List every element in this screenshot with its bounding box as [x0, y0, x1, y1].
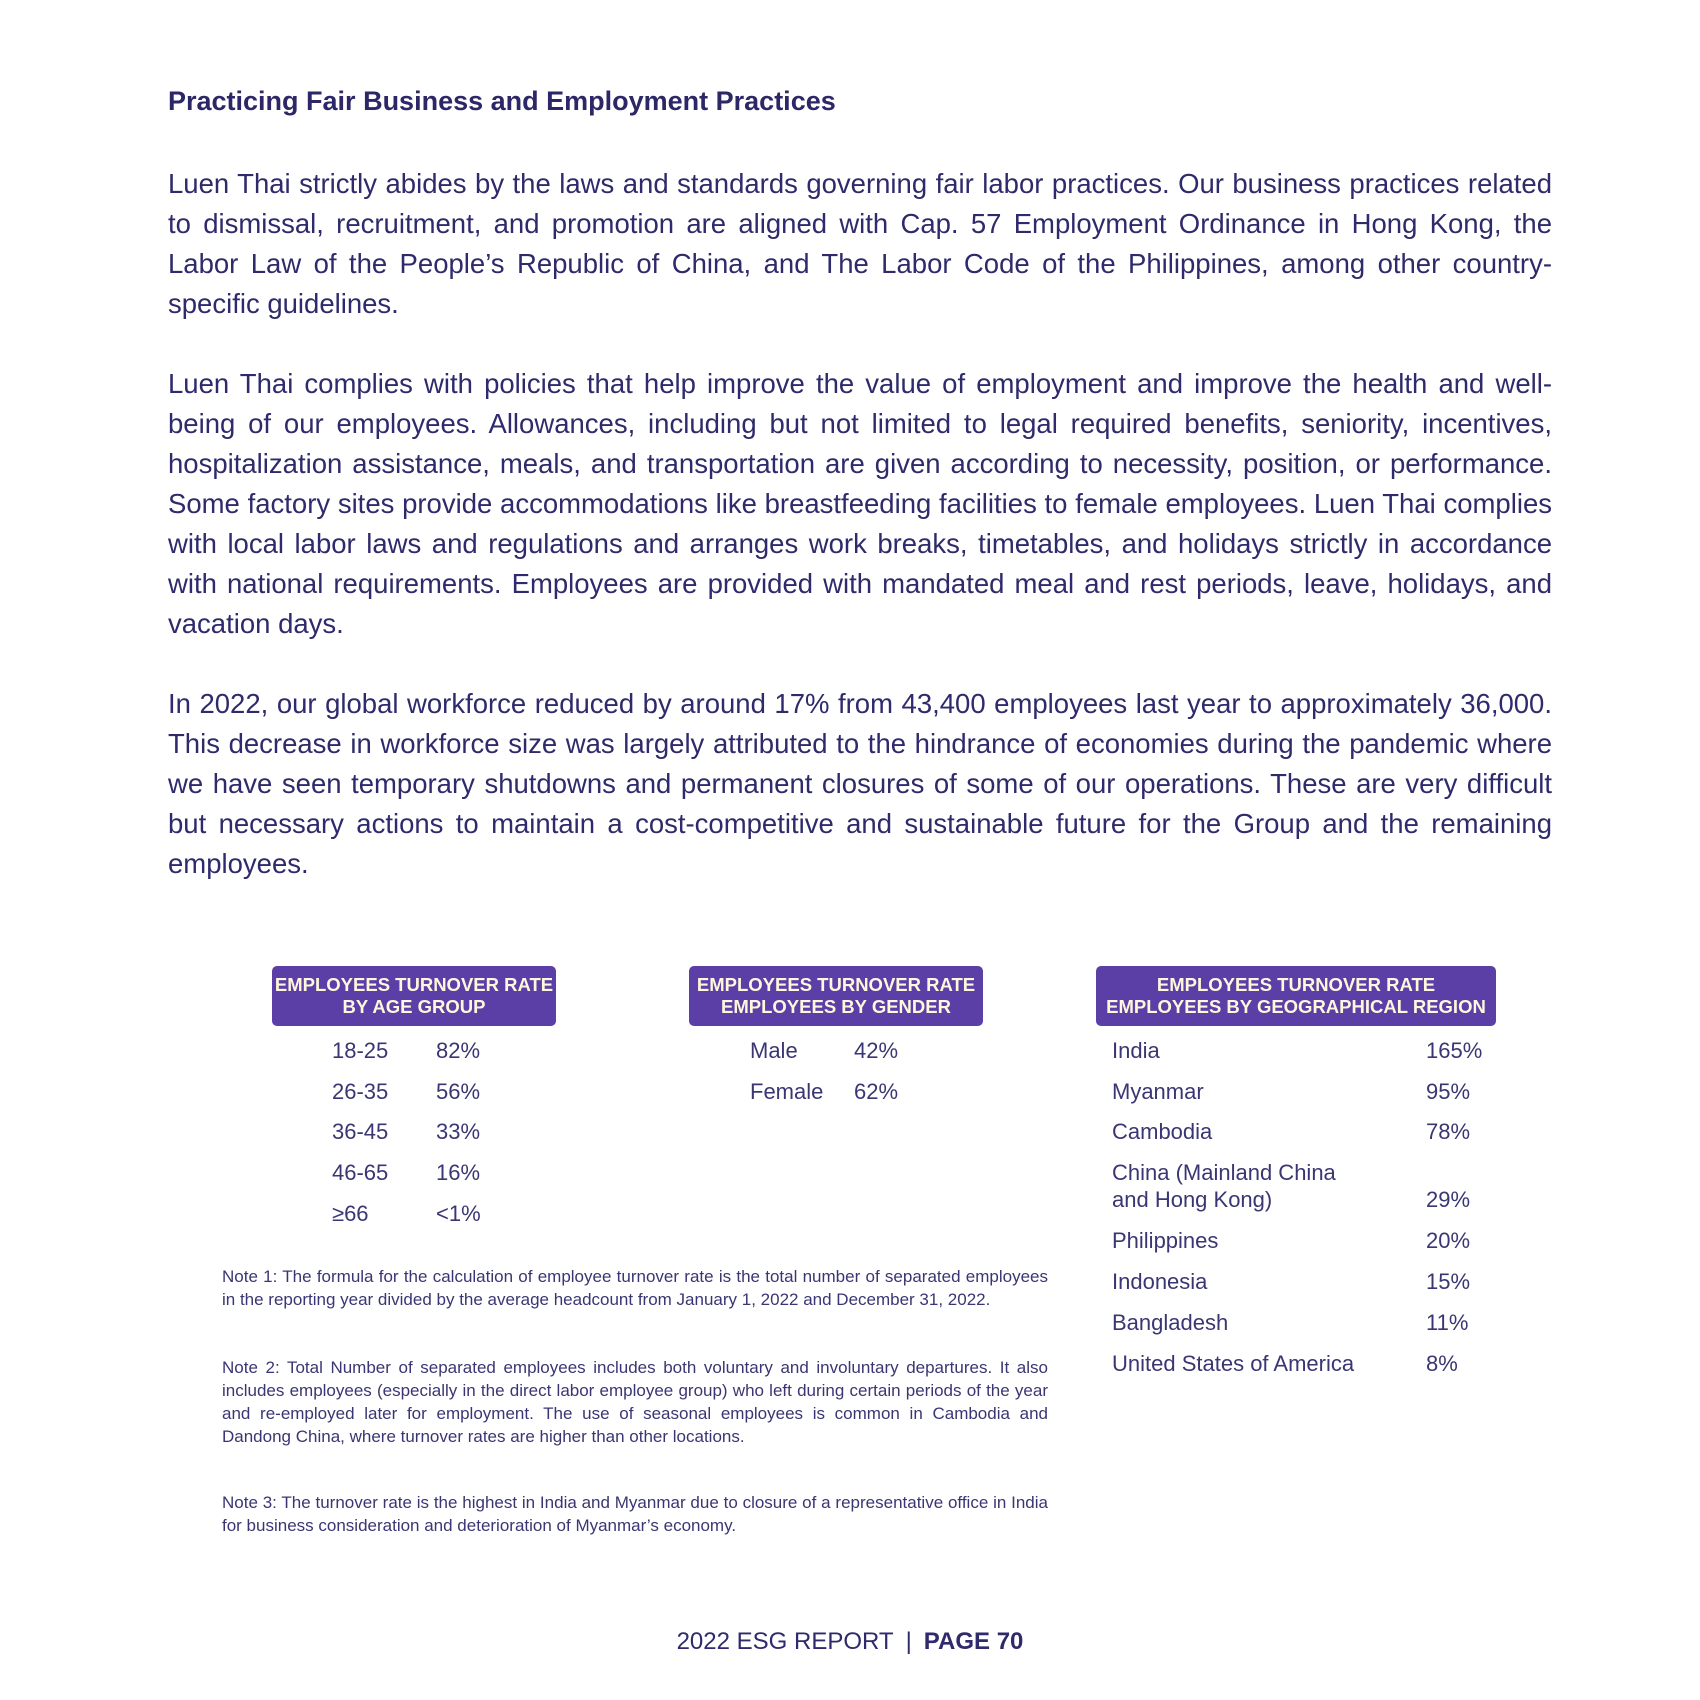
age-table-title: EMPLOYEES TURNOVER RATE BY AGE GROUP — [272, 966, 556, 1026]
region-table-title: EMPLOYEES TURNOVER RATE EMPLOYEES BY GEOGRAPHICAL REGION — [1096, 966, 1496, 1026]
region-row-value: 95% — [1426, 1079, 1471, 1104]
note-2: Note 2: Total Number of separated employees includes both voluntary and involuntary departures. It also includes employees (especially in the direct labor employee group) who left during certain periods of the year and re-employed later for employment. The use of seasonal employees is common in Cambodia and Dandong China, where turnover rates are higher than other locations. — [222, 1358, 1048, 1446]
region-row-value: 8% — [1426, 1351, 1458, 1376]
footer-separator: | — [905, 1628, 912, 1655]
region-row-label: Cambodia — [1112, 1119, 1213, 1144]
region-row-label: Philippines — [1112, 1228, 1219, 1253]
paragraph-fair-labor: Luen Thai strictly abides by the laws and standards governing fair labor practices. Our business practices related to dismissal, recruitment, and promotion are aligned with Cap. 57 Employment Ordinance in Hong Kong, the Labor Law of the People’s Republic of China, and The Labor Code of the Philippines, among other country-specific guidelines. — [168, 168, 1552, 319]
age-row-label: 26-35 — [332, 1079, 389, 1104]
region-row-value: 78% — [1426, 1119, 1471, 1144]
region-row-value: 20% — [1426, 1228, 1471, 1253]
gender-row-label: Female — [750, 1079, 824, 1104]
region-row-label: Bangladesh — [1112, 1310, 1229, 1335]
region-row-label: India — [1112, 1038, 1160, 1063]
note-1: Note 1: The formula for the calculation of employee turnover rate is the total number of separated employees in the reporting year divided by the average headcount from January 1, 2022 and December 31, 2022. — [222, 1267, 1048, 1309]
paragraph-employee-wellbeing: Luen Thai complies with policies that help improve the value of employment and improve the health and well-being of our employees. Allowances, including but not limited to legal required benefits, seniority, incentives, hospitalization assistance, meals, and transportation are given according to necessity, position, or performance. Some factory sites provide accommodations like breastfeeding facilities to female employees. Luen Thai complies with local labor laws and regulations and arranges work breaks, timetables, and holidays strictly in accordance with national requirements. Employees are provided with mandated meal and rest periods, leave, holidays, and vacation days. — [168, 368, 1552, 639]
age-row-label: ≥66 — [332, 1201, 369, 1226]
report-title: 2022 ESG REPORT — [676, 1628, 894, 1655]
age-row-value: 16% — [436, 1160, 481, 1185]
region-row-value: 11% — [1426, 1310, 1469, 1335]
age-row-label: 18-25 — [332, 1038, 389, 1063]
paragraph-workforce-reduction: In 2022, our global workforce reduced by around 17% from 43,400 employees last year to approximately 36,000. This decrease in workforce size was largely attributed to the hindrance of economies during the pandemic where we have seen temporary shutdowns and permanent closures of some of our operations. These are very difficult but necessary actions to maintain a cost-competitive and sustainable future for the Group and the remaining employees. — [168, 688, 1552, 879]
region-row-label-cont: and Hong Kong) — [1112, 1187, 1273, 1212]
region-row-label: United States of America — [1112, 1351, 1355, 1376]
region-row-label: China (Mainland China — [1112, 1160, 1336, 1185]
age-row-value: 82% — [436, 1038, 481, 1063]
gender-table-title: EMPLOYEES TURNOVER RATE EMPLOYEES BY GENDER — [689, 966, 983, 1026]
region-row-label: Myanmar — [1112, 1079, 1204, 1104]
region-row-label: Indonesia — [1112, 1269, 1208, 1294]
age-row-value: <1% — [436, 1201, 481, 1226]
gender-row-label: Male — [750, 1038, 798, 1063]
gender-row-value: 42% — [854, 1038, 899, 1063]
region-row-value: 29% — [1426, 1187, 1471, 1212]
note-3: Note 3: The turnover rate is the highest in India and Myanmar due to closure of a representative office in India for business consideration and deterioration of Myanmar’s economy. — [222, 1493, 1048, 1535]
region-row-value: 15% — [1426, 1269, 1471, 1294]
section-heading: Practicing Fair Business and Employment Practices — [168, 86, 836, 116]
age-row-label: 46-65 — [332, 1160, 389, 1185]
region-row-value: 165% — [1426, 1038, 1483, 1063]
page-footer — [0, 1628, 1700, 1656]
age-row-label: 36-45 — [332, 1119, 389, 1144]
age-row-value: 56% — [436, 1079, 481, 1104]
page-number: PAGE 70 — [923, 1628, 1024, 1655]
gender-row-value: 62% — [854, 1079, 899, 1104]
age-row-value: 33% — [436, 1119, 481, 1144]
